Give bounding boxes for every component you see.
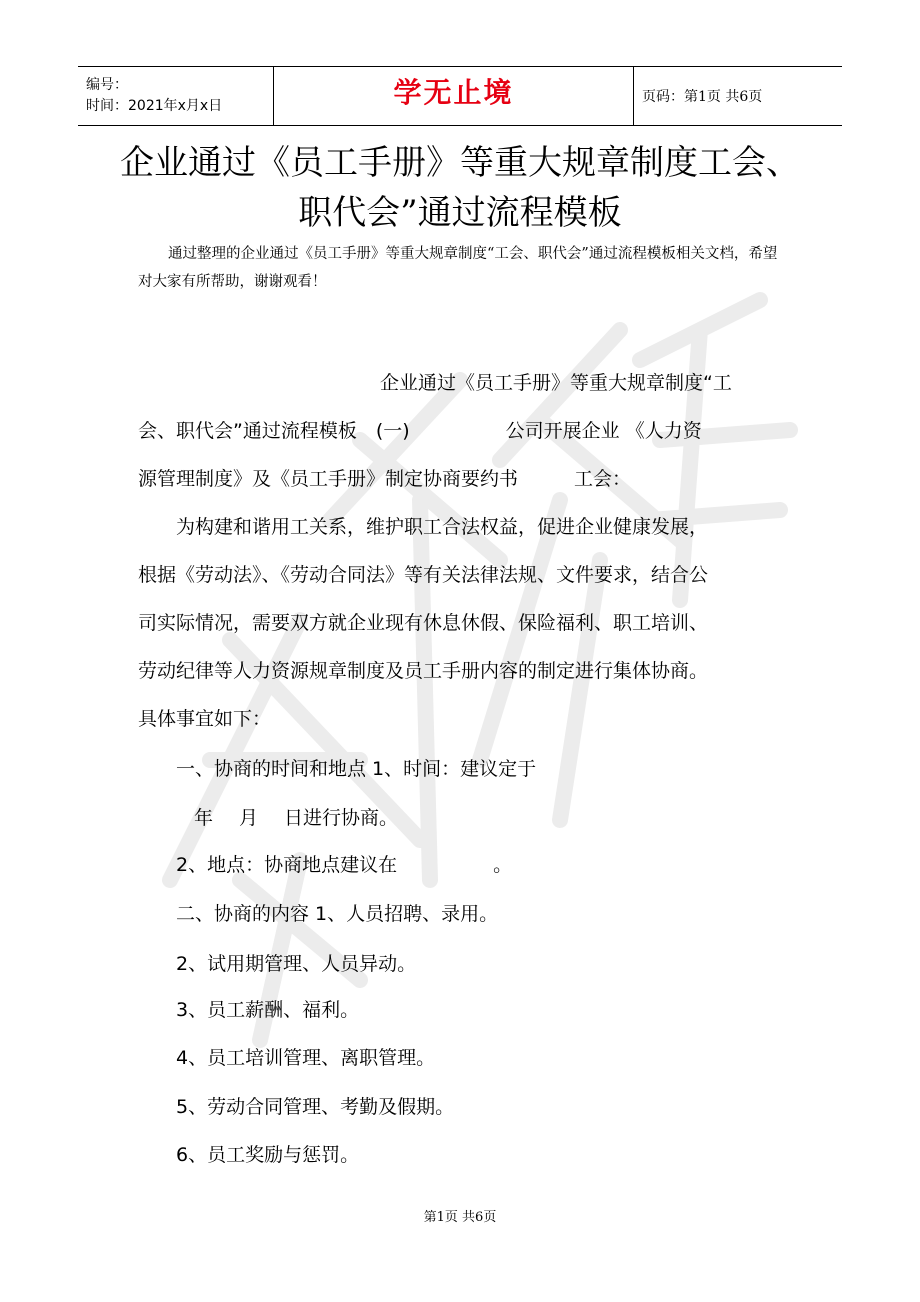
section-1-heading: 一、协商的时间和地点 1、时间：建议定于 [176, 758, 537, 780]
page-indicator: 页码：第1页 共6页 [642, 89, 763, 105]
body-line [138, 890, 790, 938]
body-heading-line-2b: 公司开展企业 《人力资 [505, 420, 702, 442]
body-line [138, 407, 790, 455]
body-line [138, 359, 790, 407]
body-line [138, 841, 790, 889]
header-bar [78, 66, 842, 126]
title-line-2: 职代会”通过流程模板 [298, 193, 622, 233]
list-item-5: 5、劳动合同管理、考勤及假期。 [176, 1096, 455, 1118]
paragraph-1-line-5: 具体事宜如下： [138, 708, 272, 730]
paragraph-1-line-2: 根据《劳动法》、《劳动合同法》等有关法律法规、文件要求，结合公 [138, 564, 709, 586]
date-month: 月 [239, 807, 259, 829]
date-year: 年 [194, 807, 214, 829]
header-page-cell [634, 67, 842, 125]
page-footer: 第1页 共6页 [423, 1210, 497, 1225]
body-line [138, 1131, 790, 1179]
body-line [138, 455, 790, 503]
document-time: 时间：2021年x月x日 [86, 98, 223, 114]
header-brand-cell [273, 67, 634, 125]
title-line-1: 企业通过《员工手册》等重大规章制度工会、 [120, 143, 800, 183]
page-title [0, 138, 920, 238]
body-line [138, 794, 790, 842]
list-item-6: 6、员工奖励与惩罚。 [176, 1144, 360, 1166]
list-item-3: 3、员工薪酬、福利。 [176, 999, 360, 1021]
location-end: 。 [493, 854, 513, 876]
paragraph-1-line-3: 司实际情况，需要双方就企业现有休息休假、保险福利、职工培训、 [138, 612, 709, 634]
list-item-2: 2、试用期管理、人员异动。 [176, 953, 417, 975]
body-heading-line-3: 源管理制度》及《员工手册》制定协商要约书 [138, 468, 519, 490]
body-line [138, 986, 790, 1034]
intro-paragraph: 通过整理的企业通过《员工手册》等重大规章制度“工会、职代会”通过流程模板相关文档，希望对大家有所帮助，谢谢观看！ [138, 246, 778, 290]
body-line [138, 1083, 790, 1131]
body-heading-line-1: 企业通过《员工手册》等重大规章制度“工 [380, 372, 732, 394]
brand-logo-text: 学无止境 [393, 76, 514, 109]
paragraph-1-line-1: 为构建和谐用工关系，维护职工合法权益，促进企业健康发展， [176, 516, 709, 538]
section-1-location: 2、地点：协商地点建议在 [176, 854, 398, 876]
list-item-4: 4、员工培训管理、离职管理。 [176, 1047, 436, 1069]
body-line [138, 745, 790, 793]
body-line [138, 940, 790, 988]
body-recipient: 工会： [574, 468, 632, 490]
document-number: 编号： [86, 77, 128, 93]
paragraph-1-line-4: 劳动纪律等人力资源规章制度及员工手册内容的制定进行集体协商。 [138, 660, 709, 682]
header-meta [78, 67, 273, 125]
body-heading-line-2: 会、职代会”通过流程模板 (一) [138, 420, 410, 442]
body-line [138, 1034, 790, 1082]
body-line [138, 503, 790, 551]
date-day: 日进行协商。 [284, 807, 399, 829]
section-2-heading: 二、协商的内容 1、人员招聘、录用。 [176, 903, 499, 925]
